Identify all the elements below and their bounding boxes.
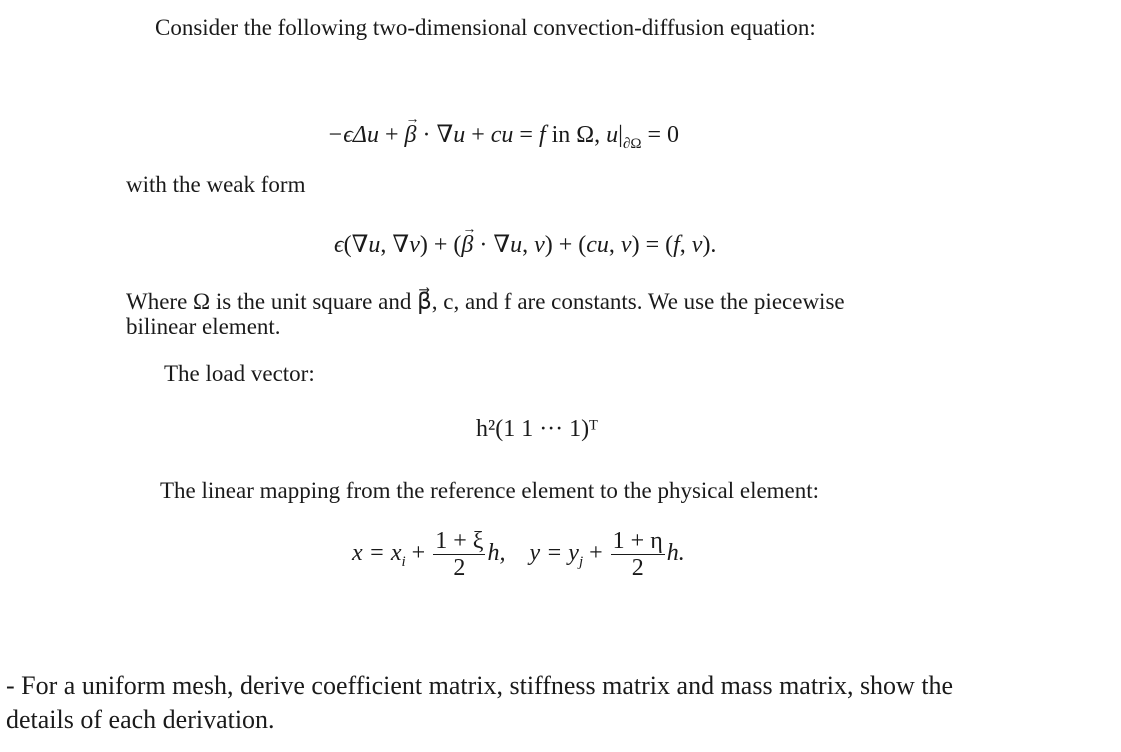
equation-pde: −ϵΔu + → β · ∇u + cu = f in Ω, $u|_{\partial\Omega} = 0$ [327, 120, 679, 159]
x-sub: i [401, 553, 406, 570]
mapping-equation: $x = x_i$ + $\frac{1 + \xi}{2}$ h, $y = y_j$ + $\frac{1 + \eta}{2}$ h. [352, 528, 685, 581]
where-line-2: bilinear element. [126, 314, 281, 339]
mapping-label: The linear mapping from the reference element to the physical element: [160, 478, 820, 503]
x-frac-den: 2 [453, 555, 466, 581]
weak-form-label: with the weak form [126, 172, 306, 197]
y-frac-den: 2 [631, 555, 644, 581]
load-vector-label: The load vector: [164, 361, 315, 386]
intro-text: Consider the following two-dimensional convection-diffusion equation: [155, 15, 816, 40]
x-tail: h, [487, 540, 506, 567]
y-frac-num: 1 + η [612, 528, 663, 554]
where-line-1: Where Ω is the unit square and β⃗, c, and f are constants. We use the piecewise [126, 289, 845, 314]
y-lhs: y = y [529, 540, 579, 567]
question-line-1: - For a uniform mesh, derive coefficient matrix, stiffness matrix and mass matrix, show the [6, 671, 954, 700]
x-frac-num: 1 + ξ [435, 528, 484, 554]
y-fraction [611, 528, 665, 581]
load-vector: h²(1 1 ··· 1)ᵀ [476, 416, 598, 442]
x-lhs: x = x [352, 540, 402, 567]
y-tail: h. [666, 540, 685, 567]
x-fraction [433, 528, 485, 581]
y-sub: j [578, 553, 584, 570]
question-line-2: details of each derivation. [6, 705, 275, 734]
equation-weak-form: ϵ(∇u, ∇v) + (→ β · ∇u, v) + (cu, v) = (f, v). [334, 230, 716, 260]
